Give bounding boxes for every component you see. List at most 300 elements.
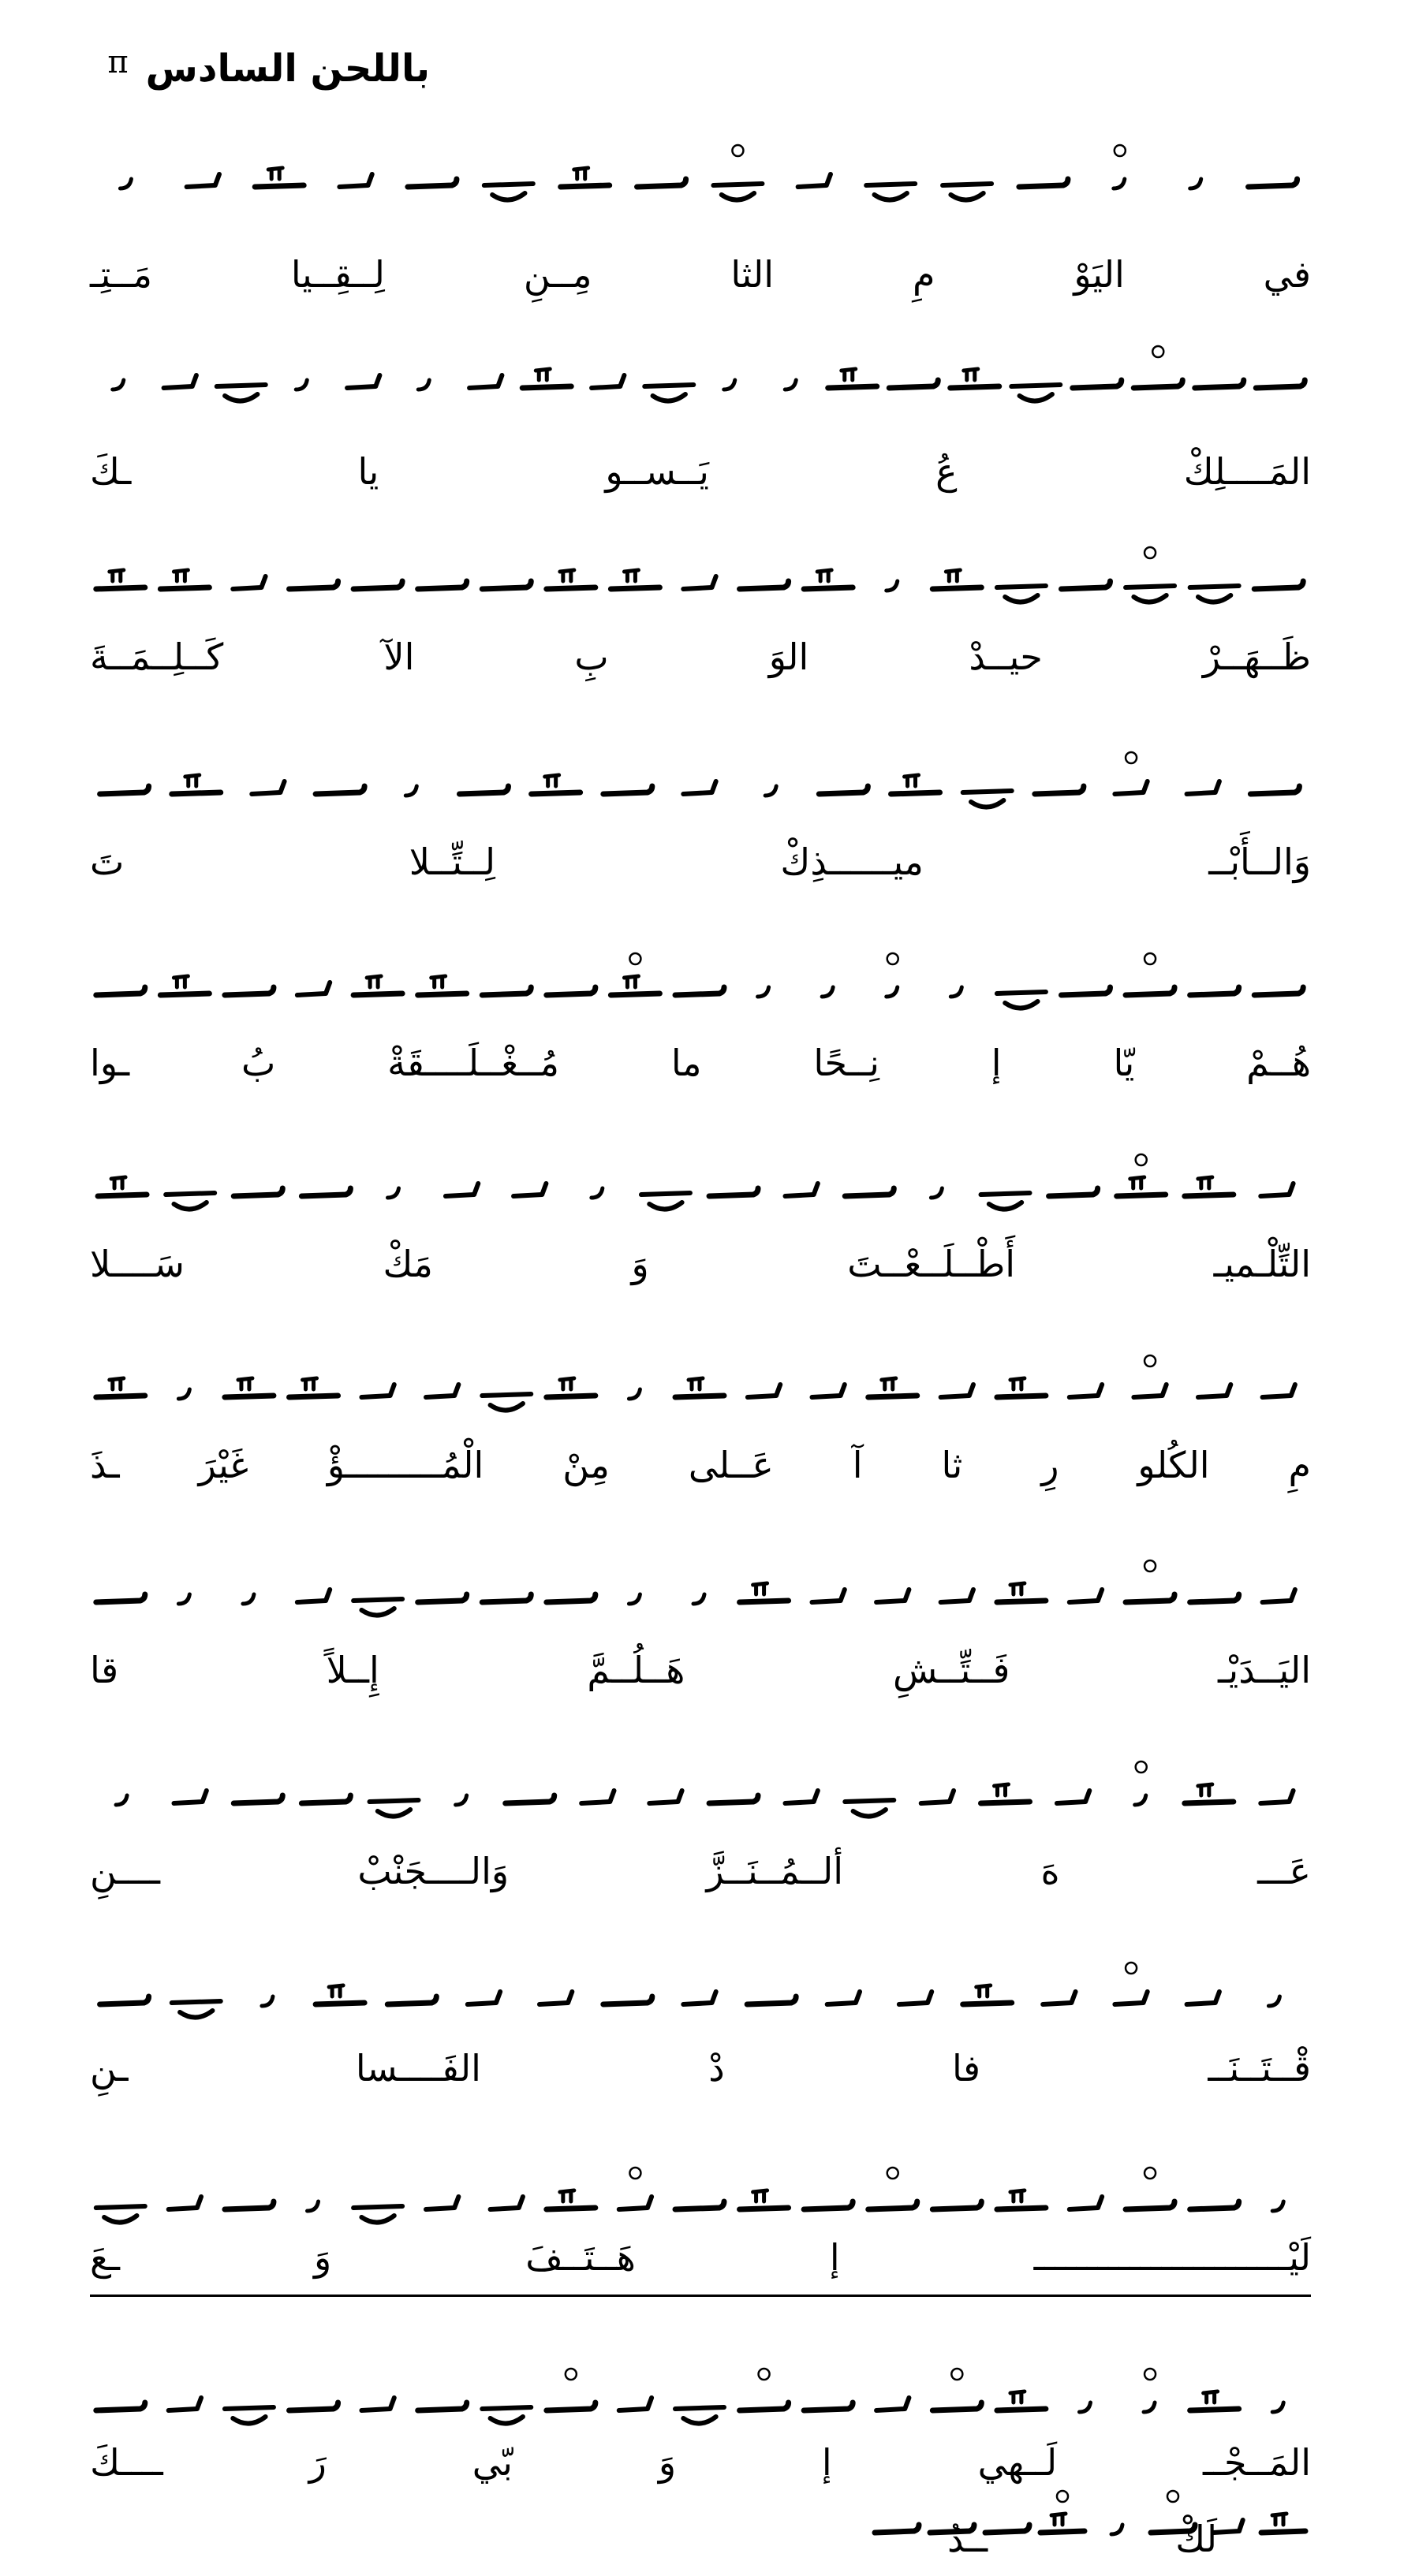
- neume-sign: [963, 1985, 1012, 2004]
- neume-sign: [301, 1188, 350, 1196]
- lyric-syllable: ـكَ: [90, 450, 132, 493]
- mark-sign: [1167, 2491, 1178, 2502]
- neume-sign: [1073, 380, 1122, 388]
- neume-sign: [932, 2403, 981, 2410]
- neume-sign: [233, 1795, 282, 1803]
- neume-sign: [921, 1791, 954, 1803]
- lyric-syllable: في: [1263, 253, 1311, 296]
- lyric-syllable: مِنْ: [562, 1444, 610, 1486]
- lyric-line: [90, 1431, 1311, 1499]
- lyric-syllable: ـعَ: [90, 2236, 120, 2279]
- neume-sign: [619, 2398, 652, 2410]
- lyric-syllable: دْ: [708, 2047, 725, 2090]
- neume-sign: [178, 1594, 189, 1604]
- neume-row-svg: [88, 745, 1311, 824]
- mark-sign: [1057, 2491, 1068, 2502]
- neume-sign: [1268, 1996, 1279, 2006]
- neume-sign: [446, 1184, 478, 1196]
- lyric-syllable: بّي: [472, 2441, 513, 2484]
- lyric-line: [90, 828, 1311, 896]
- neume-sign: [899, 1992, 932, 2004]
- neume-sign: [469, 375, 502, 388]
- lyric-syllable: ــدُ: [947, 2518, 988, 2560]
- neume-sign: [255, 168, 304, 187]
- neume-sign: [619, 2197, 652, 2209]
- neume-sign: [1187, 1992, 1219, 2004]
- mark-sign: [1136, 1761, 1147, 1773]
- neume-sign: [1263, 1590, 1295, 1602]
- neume-sign: [484, 184, 533, 200]
- mark-sign: [1115, 145, 1126, 156]
- neume-sign: [361, 1385, 394, 1397]
- lyric-syllable: هُــمْ: [1246, 1042, 1311, 1084]
- neume-row: [88, 1754, 1311, 1833]
- lyric-syllable: غَيْرَ: [198, 1444, 248, 1486]
- lyric-syllable: وَالــــجَنْبْ: [357, 1850, 510, 1892]
- lyric-syllable: وَ: [631, 1243, 649, 1285]
- neume-sign: [289, 2403, 338, 2410]
- neume-sign: [1272, 2403, 1283, 2412]
- lyric-syllable: الوَ: [768, 636, 809, 678]
- lyric-syllable: ظَــهَــرْ: [1202, 636, 1311, 678]
- lyric-syllable: تَ: [90, 841, 125, 883]
- neume-sign: [418, 581, 467, 589]
- neume-sign: [740, 2190, 789, 2209]
- neume-sign: [233, 1188, 282, 1196]
- neume-sign: [941, 1385, 973, 1397]
- lyric-syllable: التِّلْـميـ: [1213, 1243, 1311, 1285]
- mark-sign: [1152, 346, 1163, 357]
- neume-sign: [592, 1188, 603, 1198]
- lyric-syllable: وَ: [658, 2441, 677, 2484]
- neume-sign: [1114, 179, 1125, 188]
- neume-sign: [301, 1795, 350, 1803]
- neume-sign: [96, 2403, 145, 2410]
- neume-sign: [785, 380, 796, 390]
- neume-sign: [1079, 2403, 1090, 2412]
- neume-sign: [468, 1992, 500, 2004]
- mark-sign: [1144, 2369, 1156, 2380]
- neume-row-svg: [88, 1147, 1311, 1226]
- neume-sign: [316, 786, 364, 794]
- lyric-syllable: ـوا: [90, 1042, 130, 1084]
- neume-sign: [713, 184, 762, 200]
- neume-sign: [932, 570, 981, 589]
- neume-sign: [683, 576, 715, 589]
- neume-sign: [522, 369, 571, 388]
- neume-row-svg: [88, 138, 1311, 217]
- neume-sign: [675, 987, 724, 995]
- neume-sign: [178, 1389, 189, 1399]
- neume-sign: [603, 786, 652, 794]
- neume-sign: [740, 1583, 789, 1602]
- lyric-syllable: اليَوْ: [1074, 253, 1125, 296]
- neume-sign: [1126, 1594, 1174, 1602]
- neume-sign: [1117, 1177, 1166, 1196]
- neume-sign: [997, 1378, 1046, 1397]
- neume-sign: [891, 775, 940, 794]
- neume-sign: [1057, 1791, 1089, 1803]
- neume-sign: [1133, 380, 1182, 388]
- neume-sign: [1019, 179, 1068, 187]
- neume-sign: [649, 1791, 681, 1803]
- neume-sign: [941, 1590, 973, 1602]
- neume-sign: [361, 2398, 394, 2410]
- neume-sign: [353, 1599, 402, 1616]
- neume-sign: [160, 976, 209, 995]
- neume-sign: [1049, 1188, 1098, 1196]
- neume-sign: [353, 2206, 402, 2223]
- neume-sign: [932, 2201, 981, 2209]
- neume-sign: [96, 1378, 145, 1397]
- neume-sign: [160, 570, 209, 589]
- lyric-syllable: ــــكَ: [90, 2441, 163, 2484]
- neume-sign: [887, 987, 898, 997]
- neume-sign: [997, 2391, 1046, 2410]
- neume-sign: [98, 1177, 147, 1196]
- neume-row-svg: [88, 2160, 1311, 2239]
- neume-row-svg: [88, 1754, 1311, 1833]
- neume-sign: [748, 1385, 780, 1397]
- neume-row: [88, 339, 1311, 418]
- neume-sign: [611, 976, 659, 995]
- neume-sign: [1070, 1385, 1102, 1397]
- lyric-syllable: بِ: [574, 636, 609, 678]
- neume-sign: [388, 1188, 399, 1198]
- neume-row: [88, 2160, 1311, 2239]
- lyric-syllable: اليَــدَيْـ: [1217, 1649, 1311, 1691]
- neume-row: [88, 946, 1311, 1025]
- neume-sign: [693, 1594, 704, 1604]
- neume-sign: [547, 1594, 596, 1602]
- neume-sign: [931, 1188, 942, 1198]
- neume-sign: [289, 581, 338, 589]
- lyric-syllable: الثا: [730, 253, 775, 296]
- lyric-line: [90, 1636, 1311, 1704]
- neume-sign: [113, 380, 124, 390]
- lyric-syllable: لَيْــــــــــــــــــــــــ: [1033, 2236, 1311, 2279]
- neume-sign: [765, 786, 776, 796]
- neume-row-svg: [88, 1553, 1311, 1632]
- neume-sign: [316, 1985, 364, 2004]
- lyric-syllable: رِ: [1041, 1444, 1059, 1486]
- neume-sign: [819, 786, 868, 794]
- lyric-syllable: قا: [90, 1649, 119, 1691]
- neume-sign: [347, 375, 379, 388]
- mark-sign: [1126, 752, 1137, 763]
- neume-sign: [812, 1385, 844, 1397]
- neume-sign: [887, 581, 898, 591]
- mark-sign: [629, 953, 640, 964]
- lyric-syllable: عَـــ: [1257, 1850, 1311, 1892]
- neume-sign: [96, 987, 145, 995]
- neume-row-svg: [88, 1955, 1311, 2034]
- lyric-line: [853, 2507, 1311, 2570]
- neume-sign: [740, 581, 789, 589]
- neume-sign: [804, 2201, 853, 2209]
- neume-sign: [828, 369, 877, 388]
- neume-sign: [1263, 1385, 1295, 1397]
- neume-row: [88, 1147, 1311, 1226]
- mark-sign: [732, 145, 743, 156]
- neume-row: [88, 540, 1311, 619]
- neume-sign: [482, 581, 531, 589]
- neume-sign: [845, 1800, 894, 1817]
- neume-sign: [418, 2403, 467, 2410]
- lyric-syllable: آ: [852, 1444, 863, 1486]
- neume-sign: [532, 775, 581, 794]
- neume-sign: [418, 1594, 467, 1602]
- lyric-syllable: لِــقِــيا: [290, 253, 385, 296]
- neume-sign: [1195, 380, 1244, 388]
- mark-sign: [1144, 1560, 1156, 1571]
- neume-sign: [1250, 786, 1299, 794]
- lyric-line: [90, 2034, 1311, 2102]
- neume-sign: [225, 2201, 274, 2209]
- neume-sign: [1190, 987, 1239, 995]
- neume-sign: [997, 1583, 1046, 1602]
- lyric-syllable: إِــلاً: [326, 1649, 379, 1691]
- neume-sign: [506, 1795, 555, 1803]
- neume-sign: [1061, 581, 1110, 589]
- lyric-syllable: ما: [670, 1042, 702, 1084]
- neume-sign: [164, 375, 196, 388]
- lyric-syllable: لِــتِّــلا: [409, 841, 495, 883]
- neume-sign: [997, 992, 1046, 1008]
- neume-sign: [1043, 1992, 1075, 2004]
- neume-row: [88, 138, 1311, 217]
- neume-sign: [353, 581, 402, 589]
- neume-sign: [637, 179, 686, 187]
- neume-sign: [997, 2190, 1046, 2209]
- neume-sign: [868, 1378, 917, 1397]
- neume-sign: [513, 1184, 546, 1196]
- lyric-syllable: وَالــأَبْــ: [1208, 841, 1311, 883]
- lyric-syllable: ألــمُــنَــزَّ: [706, 1850, 844, 1892]
- neume-sign: [1126, 987, 1174, 995]
- lyric-syllable: الكُلو: [1137, 1444, 1210, 1486]
- lyric-syllable: المَــــلِكْ: [1183, 450, 1311, 493]
- mark-sign: [1144, 1355, 1156, 1366]
- neume-sign: [172, 2001, 221, 2018]
- neume-sign: [426, 1385, 458, 1397]
- neume-sign: [866, 184, 915, 200]
- lyric-syllable: ـذَ: [90, 1444, 120, 1486]
- neume-sign: [540, 1992, 572, 2004]
- mark-sign: [566, 2369, 577, 2380]
- neume-sign: [641, 1193, 690, 1210]
- neume-sign: [981, 1193, 1030, 1210]
- lyric-line: [90, 438, 1311, 505]
- neume-row: [88, 1955, 1311, 2034]
- neume-sign: [603, 1996, 652, 2004]
- neume-sign: [943, 184, 991, 200]
- neume-sign: [225, 987, 274, 995]
- neume-sign: [547, 1378, 596, 1397]
- mark-sign: [1144, 547, 1156, 558]
- neume-sign: [1249, 179, 1298, 187]
- neume-sign: [950, 987, 962, 997]
- neume-sign: [629, 1389, 640, 1399]
- lyric-syllable: هَــتَــفَ: [525, 2236, 636, 2279]
- neume-sign: [308, 2201, 319, 2211]
- neume-sign: [876, 1590, 909, 1602]
- lyric-syllable: يا: [357, 450, 379, 493]
- neume-sign: [459, 786, 508, 794]
- tone-sign: π: [107, 44, 129, 80]
- neume-sign: [225, 2407, 274, 2424]
- neume-sign: [981, 1784, 1030, 1803]
- neume-sign: [1256, 380, 1305, 388]
- neume-sign: [1198, 1385, 1230, 1397]
- neume-sign: [339, 174, 372, 187]
- title-block: [107, 41, 430, 96]
- neume-sign: [592, 375, 624, 388]
- neume-sign: [297, 982, 330, 995]
- lyric-syllable: حيــدْ: [969, 636, 1043, 678]
- neume-sign: [405, 786, 416, 796]
- neume-sign: [827, 1992, 860, 2004]
- neume-row-svg: [88, 339, 1311, 418]
- neume-sign: [1185, 1784, 1234, 1803]
- lyric-syllable: إ: [991, 1042, 1002, 1084]
- neume-sign: [758, 987, 769, 997]
- neume-sign: [709, 1188, 758, 1196]
- neume-sign: [804, 2403, 853, 2410]
- lyric-syllable: الفَــــسا: [355, 2047, 481, 2090]
- lyric-syllable: مِــنِ: [523, 253, 592, 296]
- neume-sign: [1011, 385, 1060, 401]
- neume-sign: [289, 1378, 338, 1397]
- lyric-syllable: ــــنِ: [90, 1850, 160, 1892]
- neume-sign: [1272, 2201, 1283, 2211]
- neume-sign: [1190, 2201, 1239, 2209]
- neume-sign: [812, 1590, 844, 1602]
- mark-sign: [951, 2369, 962, 2380]
- neume-sign: [1185, 1177, 1234, 1196]
- neume-sign: [482, 1394, 531, 1411]
- neume-sign: [845, 1188, 894, 1196]
- neume-sign: [683, 781, 715, 794]
- lyric-syllable: ميــــــذِكْ: [780, 841, 924, 883]
- neume-sign: [1260, 1184, 1293, 1196]
- neume-sign: [822, 987, 833, 997]
- neume-sign: [786, 1791, 818, 1803]
- lyric-syllable: نِــحًا: [813, 1042, 879, 1084]
- mark-sign: [759, 2369, 770, 2380]
- lyric-syllable: هَ: [1040, 1850, 1060, 1892]
- lyric-line: [90, 1230, 1311, 1298]
- lyric-syllable: سَــــلا: [90, 1243, 185, 1285]
- neume-sign: [1061, 987, 1110, 995]
- neume-sign: [876, 2398, 909, 2410]
- neume-sign: [709, 1795, 758, 1803]
- neume-sign: [1126, 2201, 1174, 2209]
- page-title: باللحن السادس: [145, 47, 430, 91]
- neume-sign: [296, 380, 307, 390]
- neume-sign: [629, 1594, 640, 1604]
- neume-sign: [297, 1590, 330, 1602]
- lyric-syllable: لَــهي: [977, 2441, 1058, 2484]
- neume-sign: [1133, 1385, 1166, 1397]
- neume-row: [88, 1348, 1311, 1427]
- lyric-syllable: مَــتِـ: [90, 253, 152, 296]
- lyric-syllable: مِ: [912, 253, 935, 296]
- neume-sign: [1070, 2197, 1102, 2209]
- neume-sign: [353, 976, 402, 995]
- neume-sign: [166, 1193, 215, 1210]
- neume-sign: [252, 781, 284, 794]
- neume-sign: [997, 586, 1046, 602]
- neume-sign: [804, 570, 853, 589]
- neume-sign: [243, 1594, 254, 1604]
- neume-sign: [547, 2190, 596, 2209]
- neume-sign: [798, 174, 831, 187]
- neume-sign: [1115, 781, 1147, 794]
- mark-sign: [887, 953, 898, 964]
- lyric-syllable: كَــلِــمَــةَ: [90, 636, 224, 678]
- neume-sign: [547, 987, 596, 995]
- neume-row-svg: [88, 1348, 1311, 1427]
- neume-row: [88, 745, 1311, 824]
- neume-row-svg: [88, 540, 1311, 619]
- neume-sign: [868, 2201, 917, 2209]
- lyric-syllable: المَــجْــ: [1203, 2441, 1311, 2484]
- neume-sign: [96, 2206, 145, 2223]
- lyric-syllable: مِ: [1288, 1444, 1311, 1486]
- neume-sign: [1254, 581, 1303, 589]
- neume-sign: [370, 1800, 419, 1817]
- lyric-syllable: فَــتِّــشِ: [892, 1649, 1010, 1691]
- neume-sign: [1187, 781, 1219, 794]
- lyric-syllable: رَ: [308, 2441, 327, 2484]
- lyric-syllable: إ: [821, 2441, 832, 2484]
- neume-sign: [786, 1184, 818, 1196]
- neume-sign: [1190, 2391, 1239, 2410]
- neume-sign: [950, 369, 999, 388]
- neume-sign: [233, 576, 265, 589]
- neume-row: [88, 1553, 1311, 1632]
- neume-sign: [547, 570, 596, 589]
- neume-sign: [408, 179, 457, 187]
- neume-sign: [426, 2197, 458, 2209]
- neume-sign: [116, 1795, 127, 1805]
- lyric-syllable: ثا: [941, 1444, 963, 1486]
- neume-sign: [1115, 1992, 1147, 2004]
- neume-sign: [675, 1378, 724, 1397]
- neume-sign: [675, 2201, 724, 2209]
- neume-sign: [174, 1791, 207, 1803]
- lyric-syllable: الآ: [383, 636, 415, 678]
- lyric-line: [90, 1029, 1311, 1097]
- lyric-syllable: ـنِ: [90, 2047, 129, 2090]
- lyric-syllable: فا: [952, 2047, 981, 2090]
- mark-sign: [1126, 1963, 1137, 1974]
- neume-sign: [225, 1378, 274, 1397]
- lyric-syllable: يَــســو: [605, 450, 709, 493]
- neume-sign: [96, 1594, 145, 1602]
- neume-sign: [1260, 1791, 1293, 1803]
- neume-sign: [169, 2398, 201, 2410]
- neume-sign: [724, 380, 735, 390]
- lyric-line: [90, 2236, 1311, 2297]
- neume-sign: [187, 174, 219, 187]
- neume-sign: [100, 1996, 149, 2004]
- neume-sign: [96, 570, 145, 589]
- neume-sign: [1190, 179, 1201, 188]
- neume-sign: [675, 2407, 724, 2424]
- mark-sign: [1144, 953, 1156, 964]
